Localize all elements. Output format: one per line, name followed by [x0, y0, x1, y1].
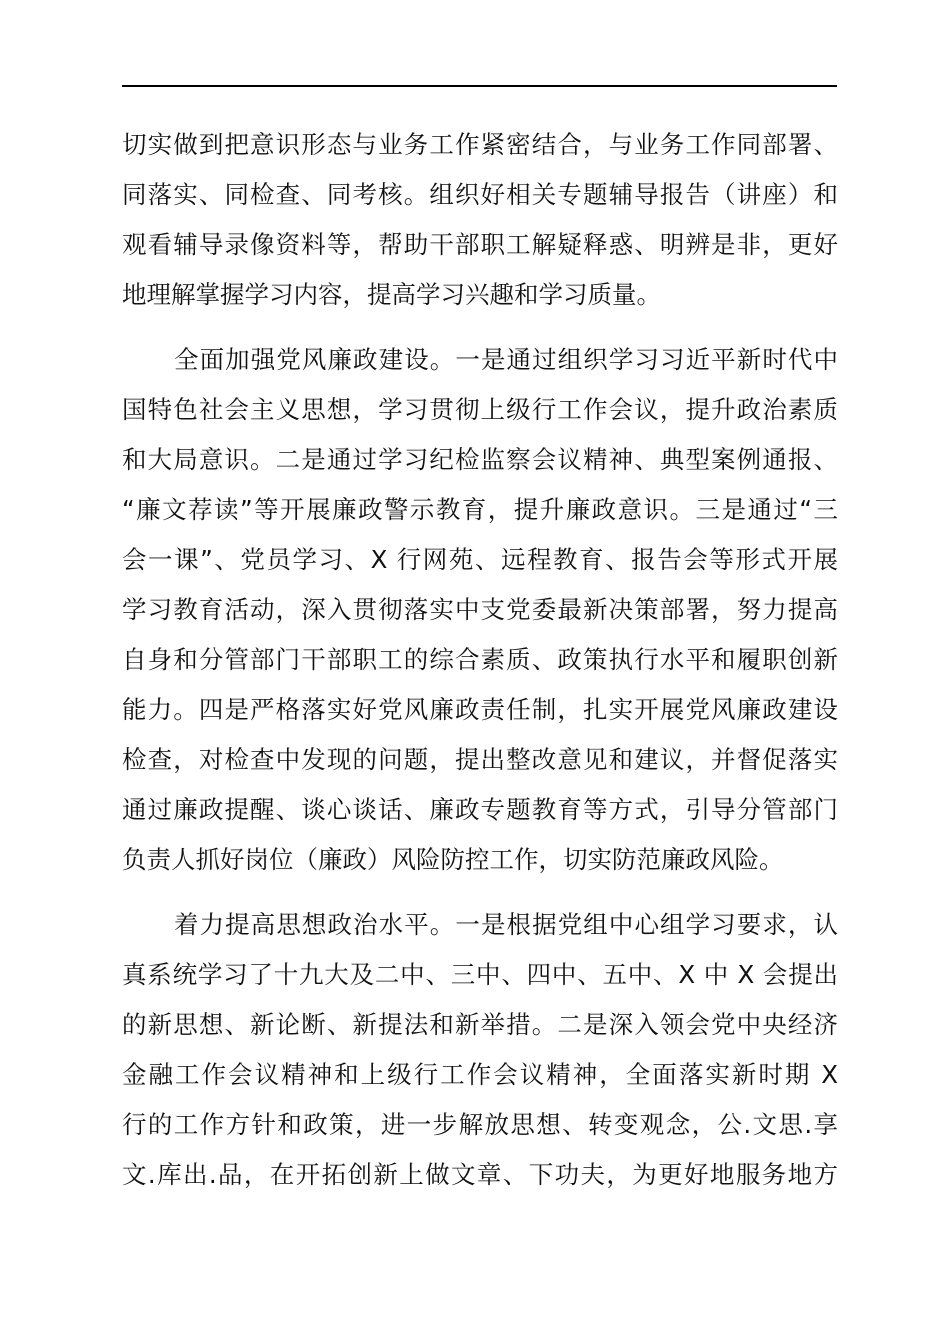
- text-line: 切实做到把意识形态与业务工作紧密结合，与业务工作同部署、: [122, 130, 838, 159]
- document-body: [122, 120, 838, 1215]
- paragraph-political-level: [122, 900, 838, 1200]
- text-line: 地理解掌握学习内容，提高学习兴趣和学习质量。: [122, 280, 661, 309]
- text-line: 行的工作方针和政策，进一步解放思想、转变观念，公.文思.享: [122, 1110, 838, 1139]
- text-line: 金融工作会议精神和上级行工作会议精神，全面落实新时期 X: [122, 1060, 838, 1089]
- text-line: 国特色社会主义思想，学习贯彻上级行工作会议，提升政治素质: [122, 395, 838, 424]
- text-line: 自身和分管部门干部职工的综合素质、政策执行水平和履职创新: [122, 645, 838, 674]
- paragraph-ideology-work: [122, 120, 838, 320]
- text-line: 真系统学习了十九大及二中、三中、四中、五中、X 中 X 会提出: [122, 960, 838, 989]
- text-line: 学习教育活动，深入贯彻落实中支党委最新决策部署，努力提高: [122, 595, 838, 624]
- text-line: 通过廉政提醒、谈心谈话、廉政专题教育等方式，引导分管部门: [122, 795, 838, 824]
- text-line: “廉文荐读”等开展廉政警示教育，提升廉政意识。三是通过“三: [122, 495, 838, 524]
- text-line: 和大局意识。二是通过学习纪检监察会议精神、典型案例通报、: [122, 445, 838, 474]
- text-line: 会一课”、党员学习、X 行网苑、远程教育、报告会等形式开展: [122, 545, 838, 574]
- text-line: 负责人抓好岗位（廉政）风险防控工作，切实防范廉政风险。: [122, 845, 784, 874]
- text-line: 观看辅导录像资料等，帮助干部职工解疑释惑、明辨是非，更好: [122, 230, 838, 259]
- text-line: 同落实、同检查、同考核。组织好相关专题辅导报告（讲座）和: [122, 180, 838, 209]
- text-line: 的新思想、新论断、新提法和新举措。二是深入领会党中央经济: [122, 1010, 838, 1039]
- text-line: 全面加强党风廉政建设。一是通过组织学习习近平新时代中: [174, 345, 838, 374]
- paragraph-clean-governance: [122, 335, 838, 885]
- text-line: 检查，对检查中发现的问题，提出整改意见和建议，并督促落实: [122, 745, 838, 774]
- text-line: 能力。四是严格落实好党风廉政责任制，扎实开展党风廉政建设: [122, 695, 838, 724]
- text-line: 着力提高思想政治水平。一是根据党组中心组学习要求，认: [174, 910, 838, 939]
- text-line: 文.库出.品，在开拓创新上做文章、下功夫，为更好地服务地方: [122, 1160, 838, 1189]
- header-rule: [122, 85, 837, 87]
